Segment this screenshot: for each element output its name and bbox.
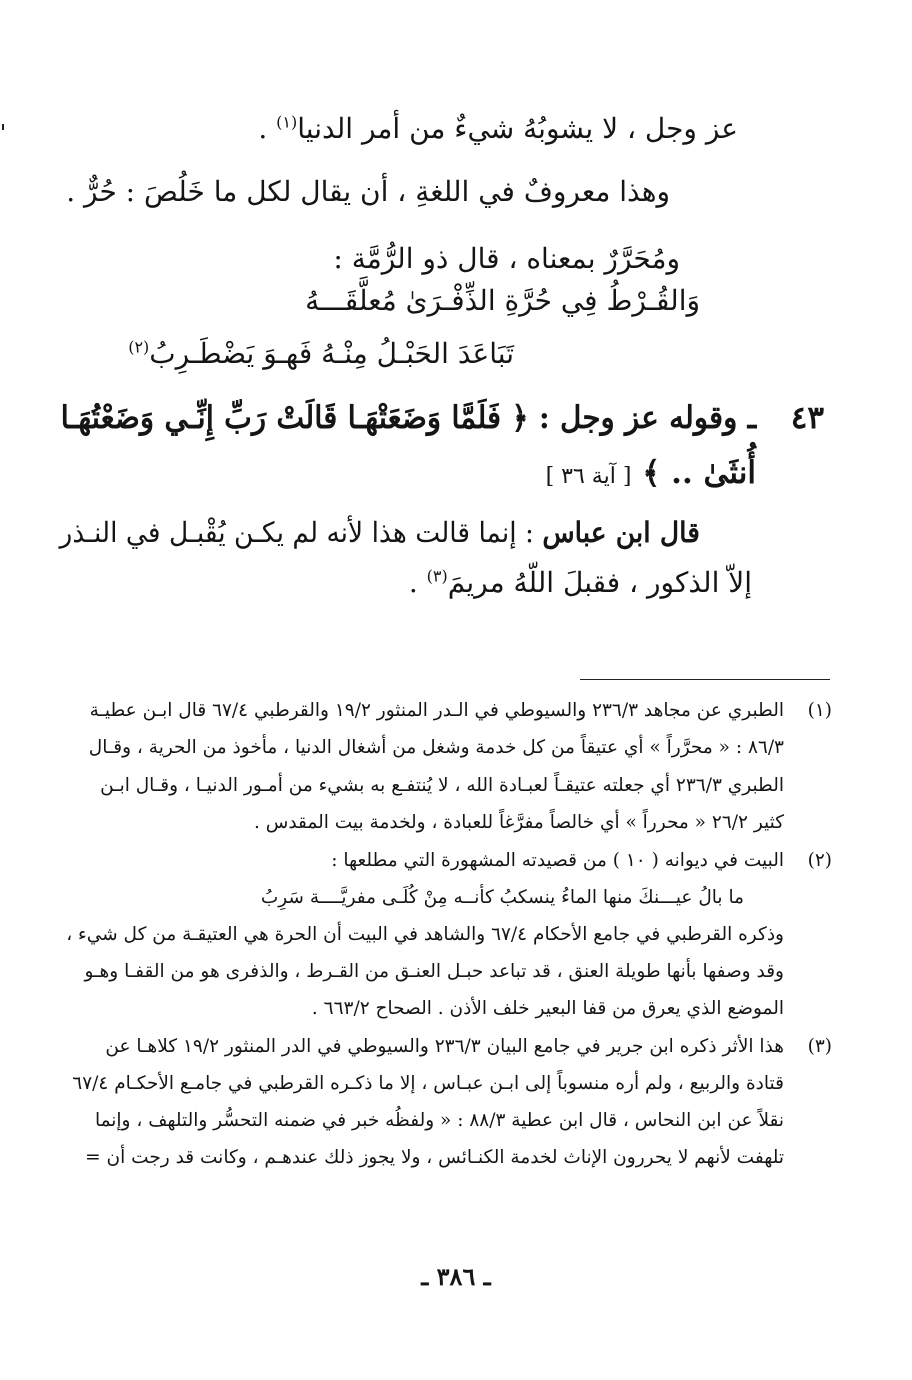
verse-reference: [ آية ٣٦ ] <box>545 464 632 489</box>
entry-heading-verse-end: أُنثَىٰ .. ﴾ <box>642 455 756 491</box>
main-text-line-3: ومُحَرَّرٌ بمعناه ، قال ذو الرُّمَّة : <box>333 242 680 275</box>
entry-body-speaker: قال ابن عباس <box>542 516 700 549</box>
footnote-3-line-2: قتادة والربيع ، ولم أره منسوباً إلى ابـن عبـاس ، إلا ما ذكـره القرطبي في جامـع الأحكـام ٦٧/٤ <box>72 1073 784 1094</box>
footnote-ref-3: (٣) <box>426 566 448 586</box>
main-text-line-2: وهذا معروفٌ في اللغةِ ، أن يقال لكل ما خَلُصَ : حُرٌّ . <box>66 175 670 208</box>
page-number: ـ ٣٨٦ ـ <box>421 1262 491 1291</box>
footnote-3-line-3: نقلاً عن ابن النحاس ، قال ابن عطية ٨٨/٣ : « ولفظُه خبر في ضمنه التحسُّر والتلهف ، وإنما <box>94 1110 784 1131</box>
entry-heading-line-2 <box>546 455 756 491</box>
footnote-1-line-3: الطبري ٢٣٦/٣ أي جعلته عتيقـاً لعبـادة الله ، لا يُنتفـع به بشيء من أمـور الدنيـا ، وقـال ابـن <box>100 775 784 796</box>
entry-body-line-1-rest: : إنما قالت هذا لأنه لم يكـن يُقْبـل في النـذر <box>59 516 543 549</box>
footnote-3-number: (٣) <box>807 1036 832 1057</box>
poem-hemistich-2-text: تَبَاعَدَ الحَبْـلُ مِنْـهُ فَهـوَ يَضْطَـرِبُ <box>149 337 514 370</box>
footnote-1-line-4: كثير ٢٦/٢ « محرراً » أي خالصاً مفرَّغاً للعبادة ، ولخدمة بيت المقدس . <box>253 812 784 833</box>
entry-heading-line-1: ـ وقوله عز وجل : ﴿ فَلَمَّا وَضَعَتْهَـا قَالَتْ رَبِّ إِنِّـي وَضَعْتُهَـا <box>60 400 756 436</box>
entry-body-line-2-text: إلاّ الذكور ، فقبلَ اللّهُ مريمَ <box>447 566 752 599</box>
footnote-2-line-1: البيت في ديوانه ( ١٠ ) من قصيدته المشهورة التي مطلعها : <box>331 850 784 871</box>
footnote-2-line-5: الموضع الذي يعرق من قفا البعير خلف الأذن . الصحاح ٦٦٣/٢ . <box>311 998 784 1019</box>
footnote-1-number: (١) <box>807 700 832 721</box>
footnote-ref-1: (١) <box>276 112 298 132</box>
entry-body-line-1 <box>60 516 700 549</box>
entry-body-line-2 <box>409 566 752 599</box>
footnote-ref-2: (٢) <box>128 337 150 357</box>
entry-number: ٤٣ <box>790 400 824 436</box>
margin-mark <box>2 124 4 130</box>
footnote-3-line-1: هذا الأثر ذكره ابن جرير في جامع البيان ٢٣٦/٣ والسيوطي في الدر المنثور ١٩/٢ كلاهـا عن <box>105 1036 784 1057</box>
footnote-2-poem-line: ما بالُ عيـــنكَ منها الماءُ ينسكبُ كأنــه مِنْ كُلَـى مفريَّــــة سَرِبُ <box>260 887 744 908</box>
footnote-2-number: (٢) <box>807 850 832 871</box>
footnote-1-line-2: ٨٦/٣ : « محرَّراً » أي عتيقاً من كل خدمة وشغل من أشغال الدنيا ، مأخوذ من الحرية ، وقـال <box>88 737 784 758</box>
footnote-3-line-4: تلهفت لأنهم لا يحررون الإناث لخدمة الكنـائس ، ولا يجوز ذلك عندهـم ، وكانت قد رجت أن = <box>85 1147 784 1168</box>
footnote-1-line-1: الطبري عن مجاهد ٢٣٦/٣ والسيوطي في الـدر المنثور ١٩/٢ والقرطبي ٦٧/٤ قال ابـن عطيـة <box>89 700 784 721</box>
main-text-line-1-end: . <box>258 112 277 145</box>
entry-body-line-2-end: . <box>408 566 427 599</box>
poem-hemistich-2 <box>128 337 514 370</box>
footnote-separator <box>580 679 830 680</box>
footnote-2-line-3: وذكره القرطبي في جامع الأحكام ٦٧/٤ والشاهد في البيت أن الحرة هي العتيقـة من كل شيء ، <box>66 924 784 945</box>
footnote-2-line-4: وقد وصفها بأنها طويلة العنق ، قد تباعد حبـل العنـق من القـرط ، والذفرى هو من القفـا وهـو <box>84 961 784 982</box>
main-text-line-1-body: عز وجل ، لا يشوبُهُ شيءٌ من أمر الدنيا <box>297 112 738 145</box>
main-text-line-1 <box>258 112 738 145</box>
poem-hemistich-1: وَالقُـرْطُ فِي حُرَّةِ الذِّفْـرَىٰ مُعلَّقَـــهُ <box>305 284 700 317</box>
